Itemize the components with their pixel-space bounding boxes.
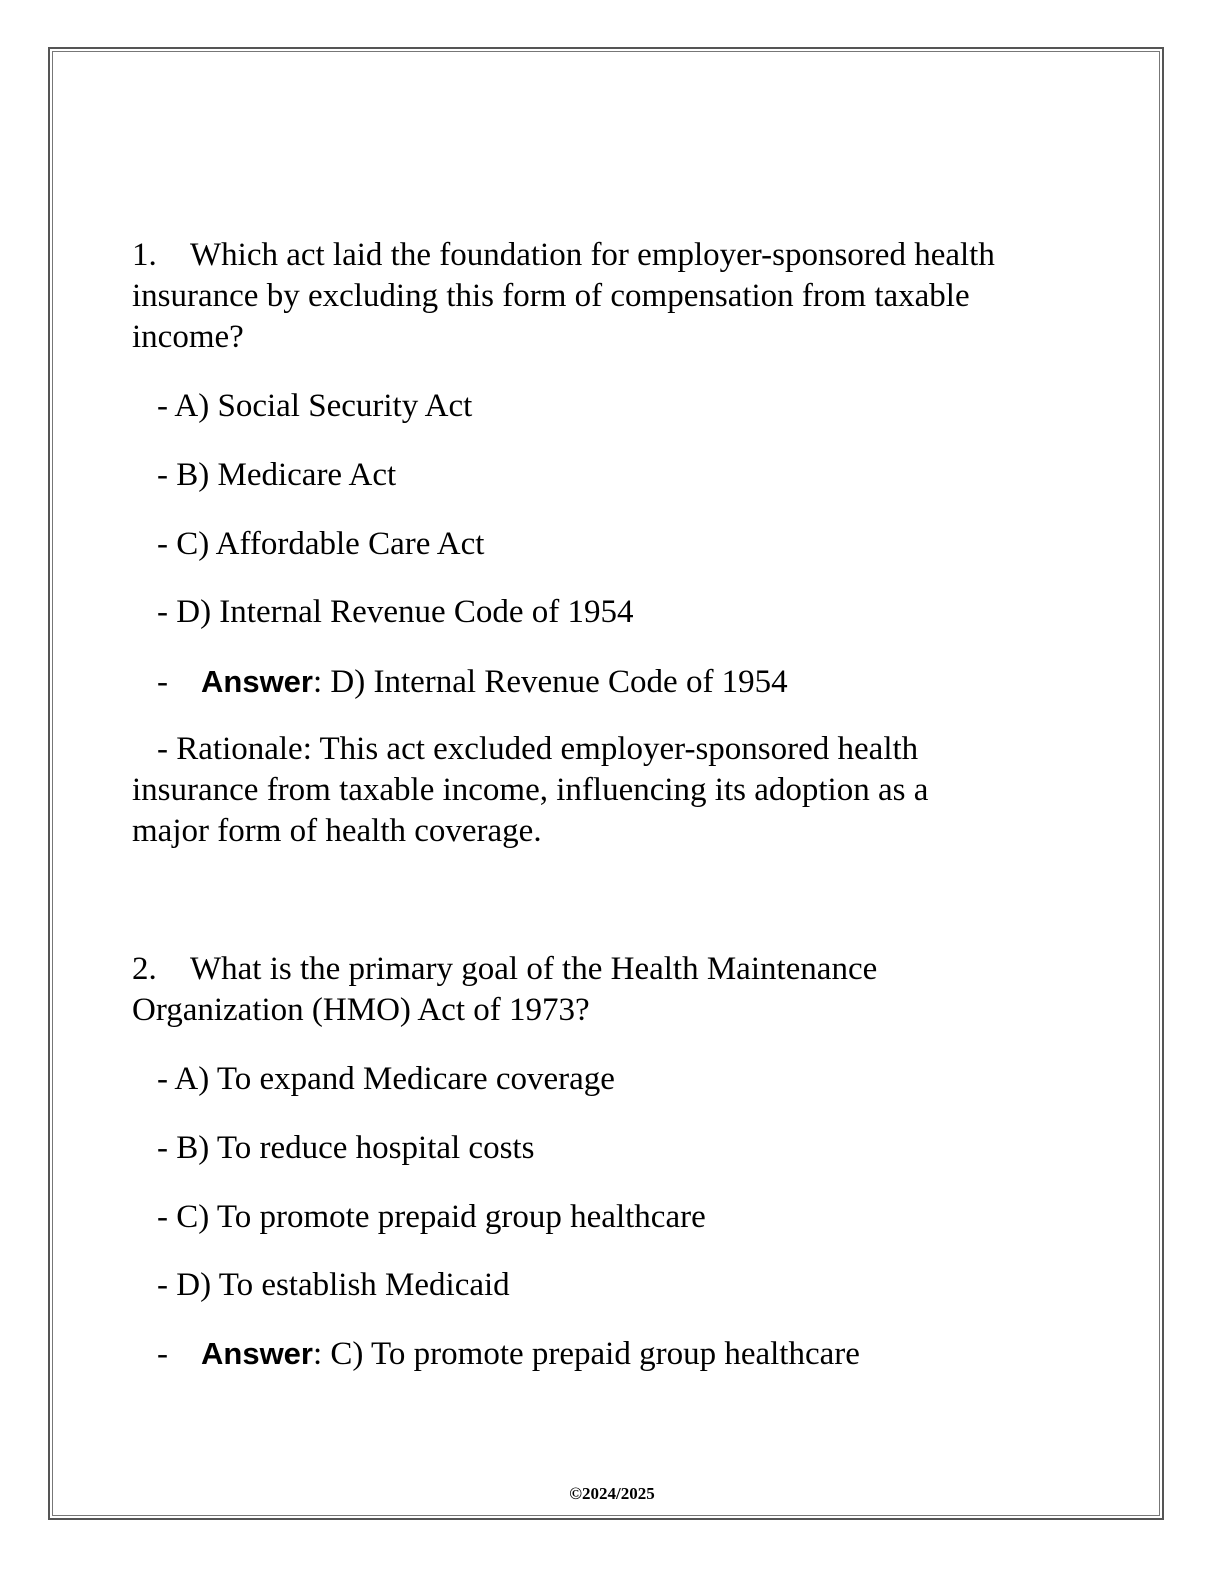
question-2-line-1 xyxy=(132,949,877,990)
question-1-rationale-line-2: insurance from taxable income, influencing its adoption as a xyxy=(132,772,929,808)
question-1-rationale-line-1: - Rationale: This act excluded employer-sponsored health xyxy=(157,731,919,767)
question-1-option-a: - A) Social Security Act xyxy=(157,388,473,424)
question-1-option-c: - C) Affordable Care Act xyxy=(157,526,485,562)
answer-dash: - xyxy=(157,1336,168,1372)
question-1-line-2: insurance by excluding this form of compensation from taxable xyxy=(132,278,970,314)
question-2-text: What is the primary goal of the Health Maintenance xyxy=(190,951,878,987)
question-1-rationale-line-3: major form of health coverage. xyxy=(132,813,542,849)
question-1-answer xyxy=(157,661,788,703)
question-2-answer xyxy=(157,1333,860,1375)
question-1-number: 1. xyxy=(132,237,157,273)
question-1-text: Which act laid the foundation for employer-sponsored health xyxy=(190,237,995,273)
question-1-line-3: income? xyxy=(132,319,244,355)
question-1-option-b: - B) Medicare Act xyxy=(157,457,397,493)
answer-label: Answer xyxy=(201,664,313,699)
question-2-option-a: - A) To expand Medicare coverage xyxy=(157,1061,615,1097)
answer-text: : D) Internal Revenue Code of 1954 xyxy=(312,664,788,700)
question-2-number: 2. xyxy=(132,951,157,987)
question-1-line-1 xyxy=(132,235,995,276)
question-2-line-2: Organization (HMO) Act of 1973? xyxy=(132,992,590,1028)
question-2-option-c: - C) To promote prepaid group healthcare xyxy=(157,1199,706,1235)
question-2-option-b: - B) To reduce hospital costs xyxy=(157,1130,535,1166)
question-1-option-d: - D) Internal Revenue Code of 1954 xyxy=(157,594,634,630)
answer-label: Answer xyxy=(201,1336,313,1371)
question-2-option-d: - D) To establish Medicaid xyxy=(157,1267,510,1303)
footer-copyright: ©2024/2025 xyxy=(569,1484,655,1503)
answer-dash: - xyxy=(157,664,168,700)
answer-text: : C) To promote prepaid group healthcare xyxy=(312,1336,860,1372)
